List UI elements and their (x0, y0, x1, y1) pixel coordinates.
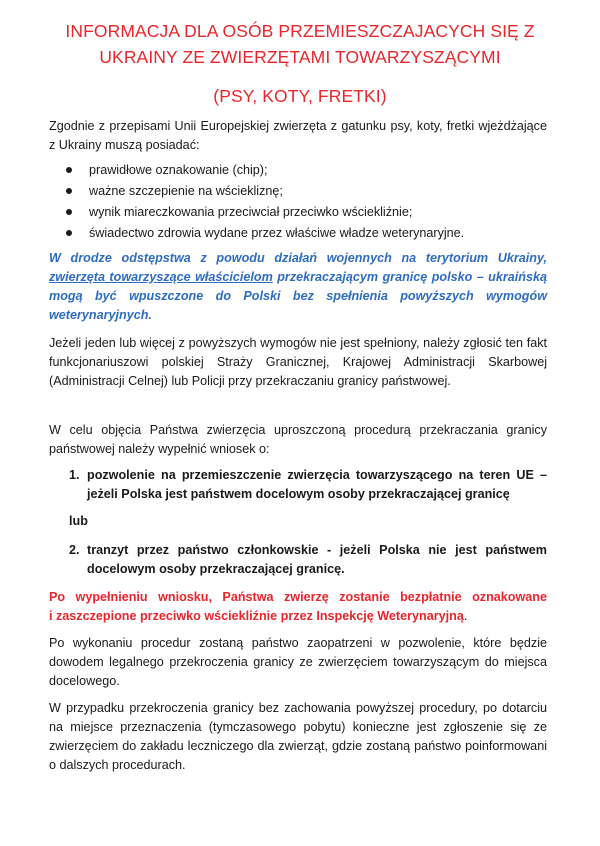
option-item-2 (69, 541, 547, 581)
bullet-icon (66, 167, 72, 173)
bullet-icon (66, 230, 72, 236)
procedure-paragraph: W celu objęcia Państwa zwierzęcia uproszczoną procedurą przekraczania granicy państwowej należy wypełnić wniosek o: (49, 423, 547, 456)
exception-underlined: zwierzęta towarzyszące właścicielom (49, 270, 273, 284)
list-item: świadectwo zdrowia wydane przez właściwe władze weterynaryjne. (49, 223, 547, 244)
requirements-list (49, 160, 547, 244)
title-line-1: INFORMACJA DLA OSÓB PRZEMIESZCZAJACYCH SIĘ Z (65, 21, 535, 41)
list-item: wynik miareczkowania przeciwciał przeciwko wściekliźnie; (49, 202, 547, 223)
bullet-icon (66, 188, 72, 194)
report-paragraph: Jeżeli jeden lub więcej z powyższych wymogów nie jest spełniony, należy zgłosić ten fakt funkcjonariuszowi polskiej Straży Granicznej, Krajowej Administracji Skarbowej (Administracji Celnej) lub Policji przy przekraczaniu granicy państwowej. (49, 336, 547, 388)
intro-paragraph: Zgodnie z przepisami Unii Europejskiej zwierzęta z gatunku psy, koty, fretki wjeżdżające z Ukrainy muszą posiadać: (49, 119, 547, 152)
bullet-icon (66, 209, 72, 215)
option-text: tranzyt przez państwo członkowskie - jeżeli Polska nie jest państwem docelowym osoby przekraczającej granicę. (87, 543, 547, 576)
option-item-1 (69, 466, 547, 506)
vaccination-paragraph: Po wypełnieniu wniosku, Państwa zwierzę zostanie bezpłatnie oznakowane i zaszczepione przeciwko wściekliźnie przez Inspekcję Weterynaryjną. (49, 590, 547, 623)
option-number: 2. (69, 543, 80, 557)
list-item: prawidłowe oznakowanie (chip); (49, 160, 547, 181)
permit-paragraph: Po wykonaniu procedur zostaną państwo zaopatrzeni w pozwolenie, które będzie dowodem legalnego przekroczenia granicy ze zwierzęciem towarzyszącym do miejsca docelowego. (49, 636, 547, 688)
document-subtitle (40, 83, 560, 109)
document-title (40, 18, 560, 70)
title-line-2: UKRAINY ZE ZWIERZĘTAMI TOWARZYSZĄCYMI (99, 47, 501, 67)
title-line-3: (PSY, KOTY, FRETKI) (213, 86, 387, 106)
list-item: ważne szczepienie na wściekliznę; (49, 181, 547, 202)
options-separator: lub (69, 514, 88, 528)
option-number: 1. (69, 468, 80, 482)
exception-paragraph: W drodze odstępstwa z powodu działań wojennych na terytorium Ukrainy, zwierzęta towarzyszące właścicielom przekraczającym granicę polsko – ukraińską mogą być wpuszczone do Polski bez spełnienia powyższych wymogów weterynaryjnych. (49, 251, 547, 322)
no-procedure-paragraph: W przypadku przekroczenia granicy bez zachowania powyższej procedury, po dotarciu na miejsce przeznaczenia (tymczasowego pobytu) konieczne jest zgłoszenie się ze zwierzęciem do zakładu leczniczego dla zwierząt, gdzie zostaną państwo poinformowani o dalszych procedurach. (49, 701, 547, 772)
option-text: pozwolenie na przemieszczenie zwierzęcia towarzyszącego na teren UE – jeżeli Polska jest państwem docelowym osoby przekraczającej granicę (87, 468, 547, 501)
